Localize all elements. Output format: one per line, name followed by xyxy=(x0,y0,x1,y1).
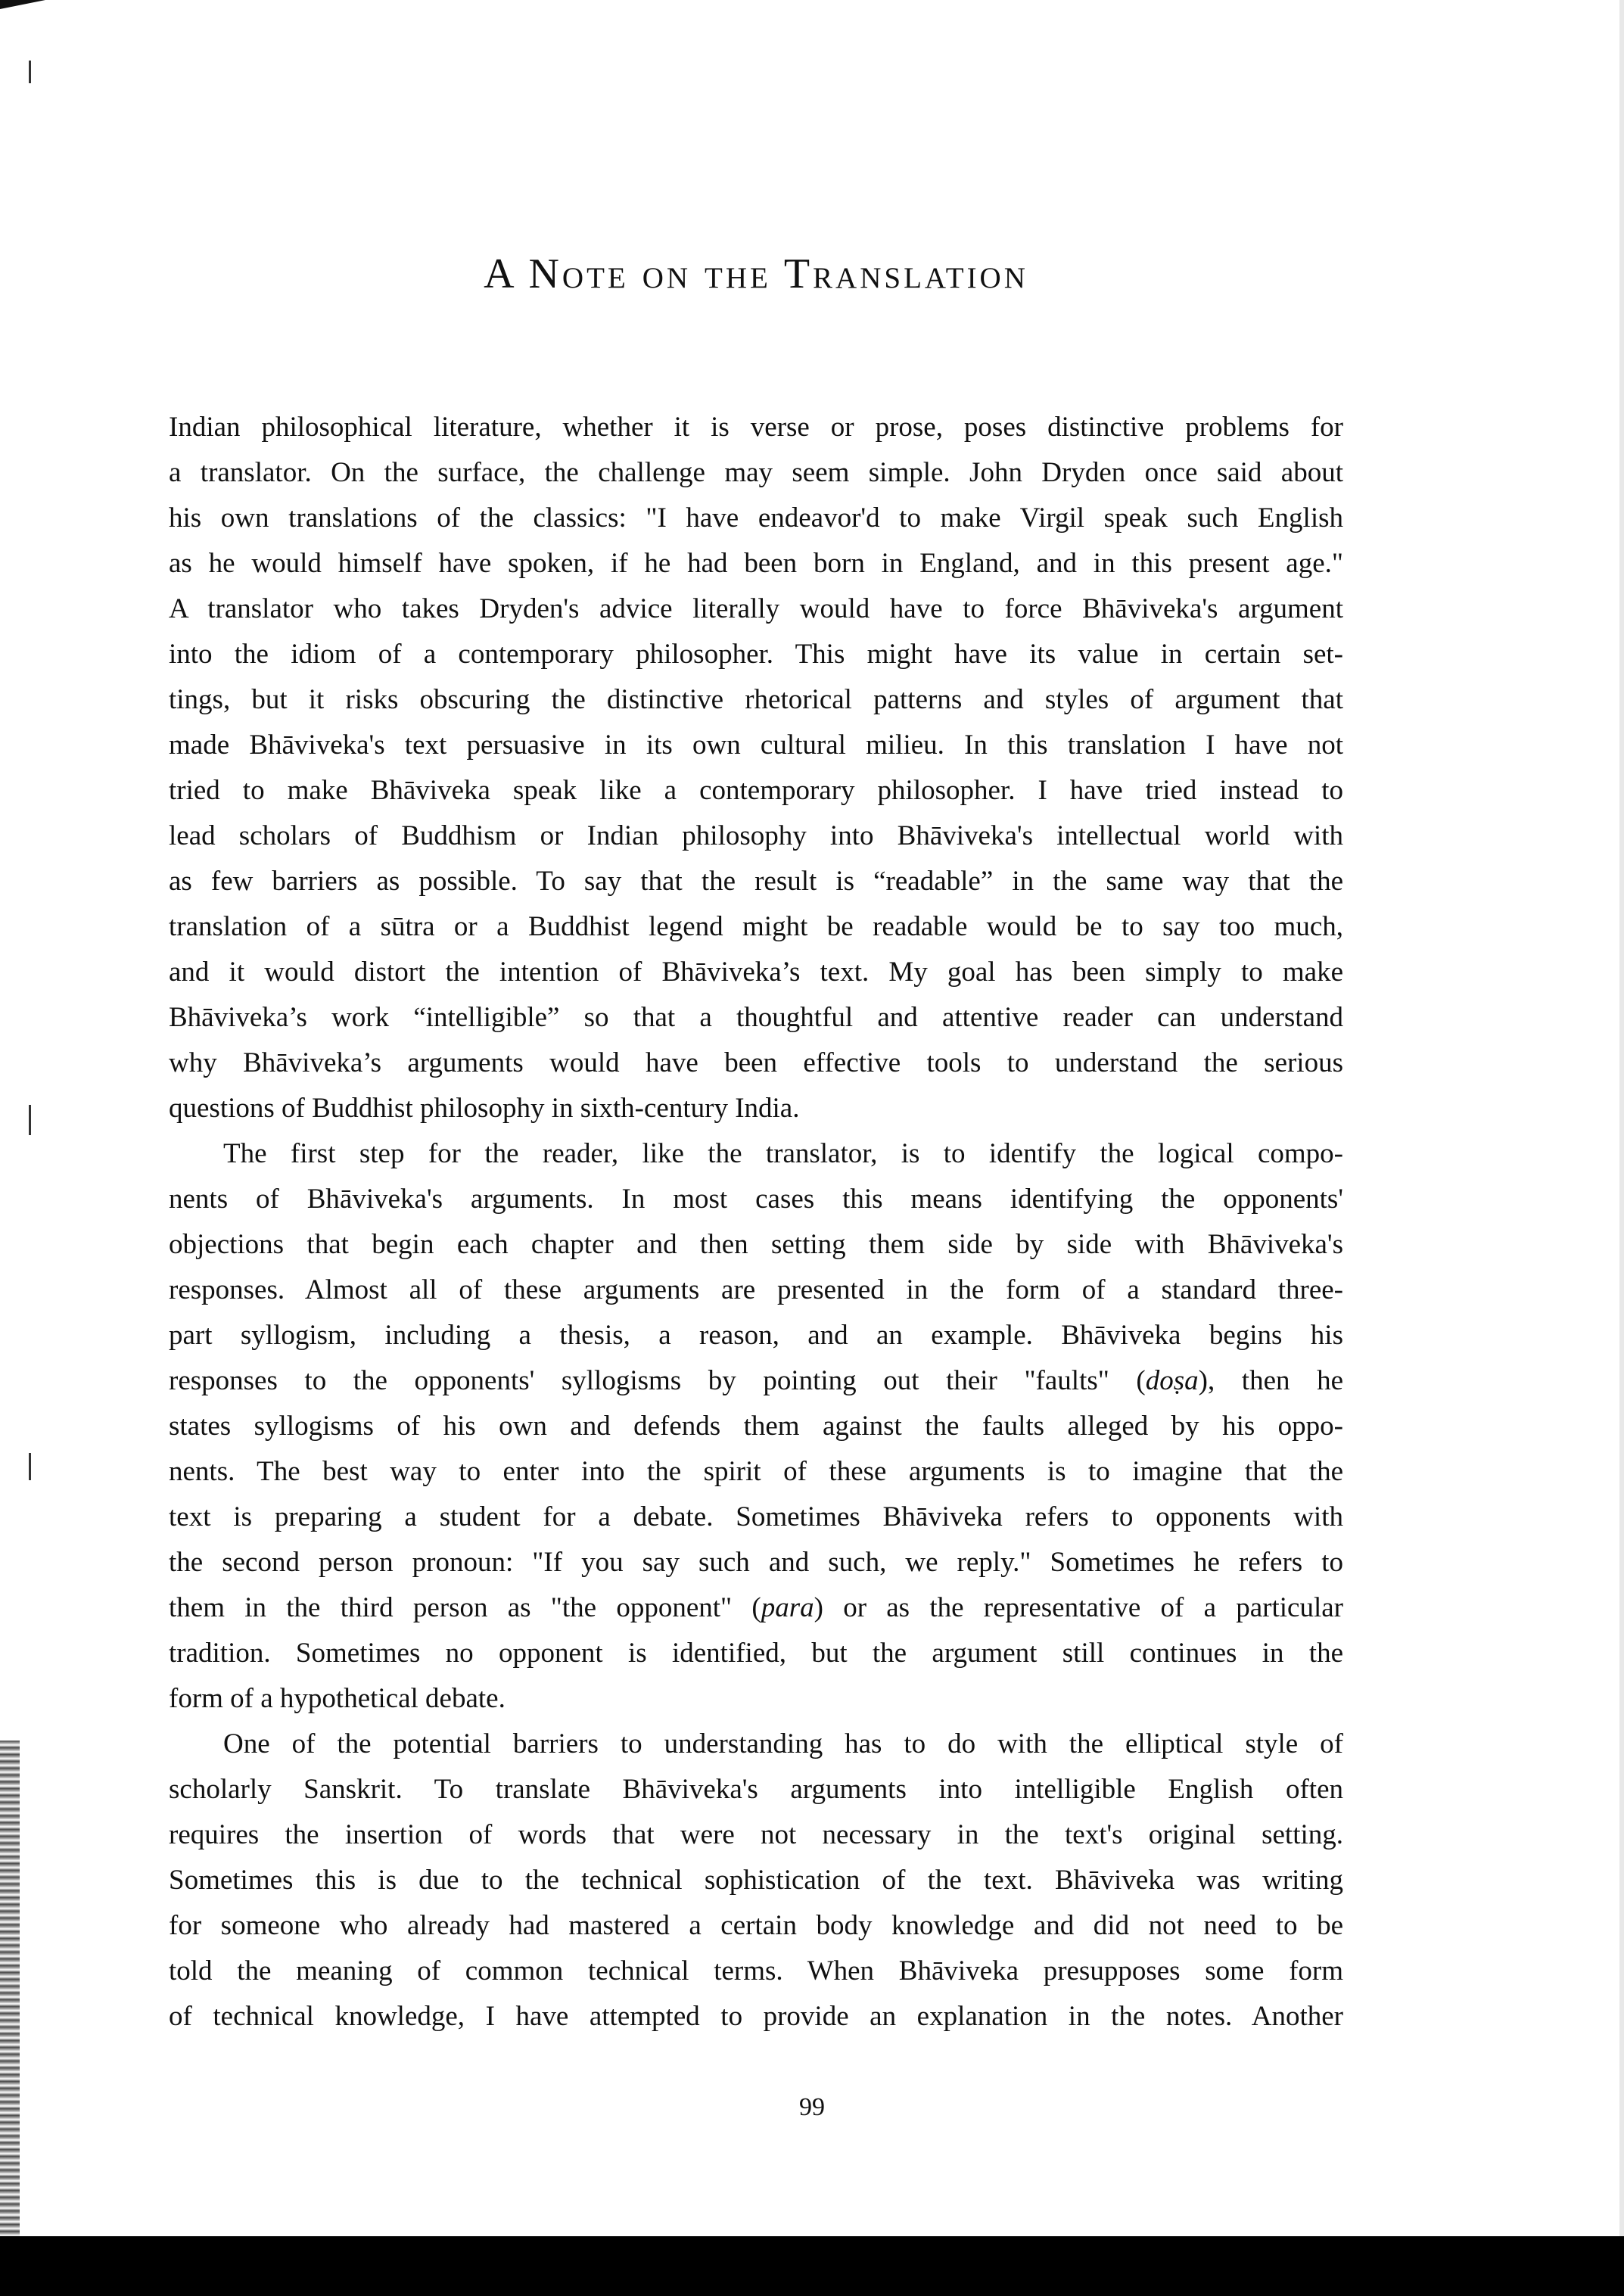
text-line xyxy=(169,1086,1343,1131)
text-line xyxy=(169,1449,1343,1495)
text-line xyxy=(169,1313,1343,1358)
text-line-content: why Bhāviveka’s arguments would have been effective tools to understand the serious xyxy=(169,1047,1343,1078)
text-line-content: responses. Almost all of these arguments are presented in the form of a standard three- xyxy=(169,1274,1343,1305)
text-line-continuation: ), then he xyxy=(1198,1365,1343,1396)
text-line xyxy=(169,1268,1343,1313)
scan-bottom-border xyxy=(0,2236,1624,2296)
text-line-content: Sometimes this is due to the technical sophistication of the text. Bhāviveka was writing xyxy=(169,1865,1343,1896)
text-line-content: translation of a sūtra or a Buddhist legend might be readable would be to say too much, xyxy=(169,911,1343,942)
text-line xyxy=(169,1858,1343,1903)
text-line xyxy=(169,1767,1343,1812)
text-line-content: as he would himself have spoken, if he had been born in England, and in this present age." xyxy=(169,548,1343,579)
text-line xyxy=(169,1041,1343,1086)
text-line xyxy=(169,1949,1343,1994)
text-line xyxy=(169,496,1343,541)
text-line-content: as few barriers as possible. To say that the result is “readable” in the same way that the xyxy=(169,866,1343,897)
text-line xyxy=(169,632,1343,677)
text-line xyxy=(169,1676,1343,1722)
text-line-content: form of a hypothetical debate. xyxy=(169,1683,506,1714)
text-line-content: a translator. On the surface, the challenge may seem simple. John Dryden once said about xyxy=(169,457,1343,488)
text-line xyxy=(169,677,1343,723)
scan-margin-mark xyxy=(29,1453,31,1480)
text-line-content: them in the third person as "the opponent" ( xyxy=(169,1592,761,1623)
scan-margin-mark xyxy=(29,61,31,83)
text-line-content: nents of Bhāviveka's arguments. In most cases this means identifying the opponents' xyxy=(169,1184,1343,1215)
text-line-content: questions of Buddhist philosophy in sixth-century India. xyxy=(169,1093,800,1124)
italic-term: para xyxy=(761,1592,814,1623)
text-line-content: Bhāviveka’s work “intelligible” so that a thoughtful and attentive reader can understand xyxy=(169,1002,1343,1033)
text-line-content: lead scholars of Buddhism or Indian philosophy into Bhāviveka's intellectual world with xyxy=(169,820,1343,851)
body-text xyxy=(169,405,1343,2039)
text-line xyxy=(169,1358,1343,1404)
scan-binding-shadow xyxy=(0,1741,20,2240)
text-line xyxy=(169,1404,1343,1449)
text-line-content: made Bhāviveka's text persuasive in its own cultural milieu. In this translation I have not xyxy=(169,730,1343,761)
italic-term: doṣa xyxy=(1145,1365,1199,1396)
text-line xyxy=(169,1812,1343,1858)
text-line-content: One of the potential barriers to understanding has to do with the elliptical style of xyxy=(223,1728,1343,1759)
text-line-content: A translator who takes Dryden's advice literally would have to force Bhāviveka's argument xyxy=(169,593,1343,624)
text-line-content: tried to make Bhāviveka speak like a contemporary philosopher. I have tried instead to xyxy=(169,775,1343,806)
text-line xyxy=(169,450,1343,496)
text-line xyxy=(169,1903,1343,1949)
text-line-content: states syllogisms of his own and defends them against the faults alleged by his oppo- xyxy=(169,1411,1343,1442)
text-line xyxy=(169,1631,1343,1676)
text-line-content: text is preparing a student for a debate. Sometimes Bhāviveka refers to opponents with xyxy=(169,1501,1343,1532)
page-number: 99 xyxy=(799,2093,825,2121)
text-line xyxy=(169,1540,1343,1585)
text-line-content: and it would distort the intention of Bhāviveka’s text. My goal has been simply to make xyxy=(169,957,1343,988)
text-line-content: responses to the opponents' syllogisms by pointing out their "faults" ( xyxy=(169,1365,1146,1396)
text-line xyxy=(169,768,1343,814)
text-line xyxy=(169,1994,1343,2039)
text-line xyxy=(169,814,1343,859)
text-line-content: tradition. Sometimes no opponent is identified, but the argument still continues in the xyxy=(169,1638,1343,1669)
text-line-content: part syllogism, including a thesis, a reason, and an example. Bhāviveka begins his xyxy=(169,1320,1343,1351)
text-line-content: the second person pronoun: "If you say such and such, we reply." Sometimes he refers to xyxy=(169,1547,1343,1578)
text-line-content: Indian philosophical literature, whether it is verse or prose, poses distinctive problems for xyxy=(169,412,1343,443)
text-line xyxy=(169,950,1343,995)
text-line xyxy=(169,1222,1343,1268)
text-line-content: requires the insertion of words that were not necessary in the text's original setting. xyxy=(169,1819,1343,1850)
text-line xyxy=(169,995,1343,1041)
text-line-continuation: ) or as the representative of a particular xyxy=(814,1592,1343,1623)
text-line xyxy=(169,1585,1343,1631)
text-line xyxy=(169,1722,1343,1767)
text-line-content: told the meaning of common technical terms. When Bhāviveka presupposes some form xyxy=(169,1955,1343,1986)
scan-corner-mark xyxy=(0,0,45,9)
text-line xyxy=(169,541,1343,586)
text-line xyxy=(169,586,1343,632)
scan-right-edge xyxy=(1619,0,1624,2236)
text-line-content: for someone who already had mastered a certain body knowledge and did not need to be xyxy=(169,1910,1343,1941)
text-line-content: objections that begin each chapter and then setting them side by side with Bhāviveka's xyxy=(169,1229,1343,1260)
text-line xyxy=(169,405,1343,450)
text-line-content: The first step for the reader, like the translator, is to identify the logical compo- xyxy=(223,1138,1343,1169)
text-line xyxy=(169,723,1343,768)
page-title: A Note on the Translation xyxy=(484,250,1028,297)
text-line xyxy=(169,904,1343,950)
text-line xyxy=(169,1131,1343,1177)
text-line-content: of technical knowledge, I have attempted to provide an explanation in the notes. Another xyxy=(169,2001,1343,2032)
text-line-content: his own translations of the classics: "I have endeavor'd to make Virgil speak such English xyxy=(169,502,1343,534)
text-line-content: into the idiom of a contemporary philosopher. This might have its value in certain set- xyxy=(169,639,1343,670)
text-line-content: tings, but it risks obscuring the distinctive rhetorical patterns and styles of argument that xyxy=(169,684,1343,715)
text-line xyxy=(169,1177,1343,1222)
text-line xyxy=(169,859,1343,904)
text-line xyxy=(169,1495,1343,1540)
text-line-content: scholarly Sanskrit. To translate Bhāviveka's arguments into intelligible English often xyxy=(169,1774,1343,1805)
text-line-content: nents. The best way to enter into the spirit of these arguments is to imagine that the xyxy=(169,1456,1343,1487)
scan-margin-mark xyxy=(29,1105,31,1135)
